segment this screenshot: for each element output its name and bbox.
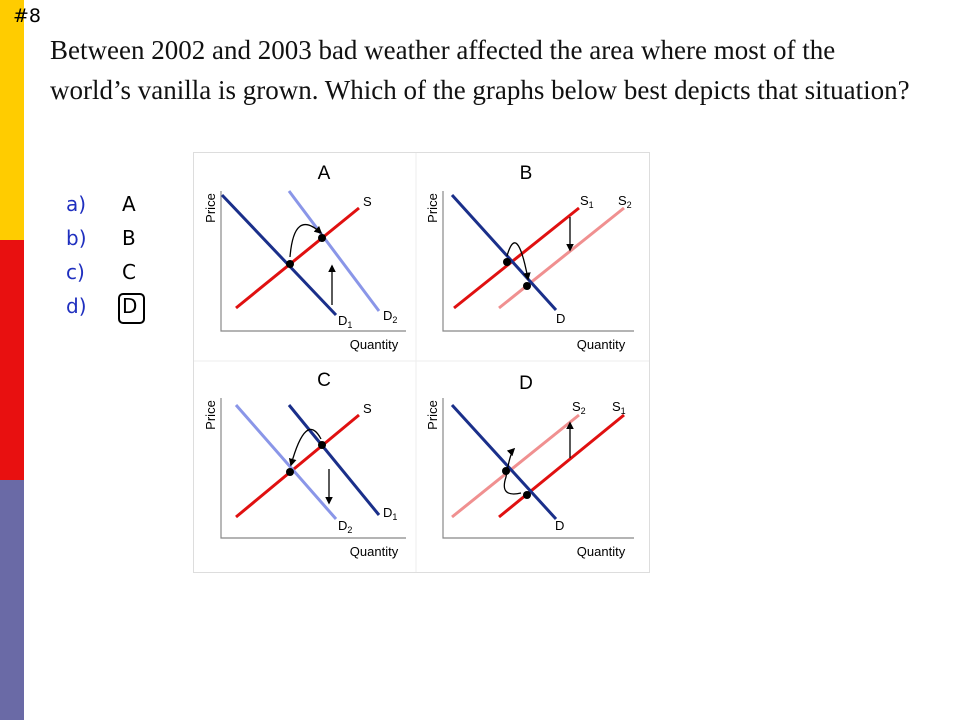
curve-label-s2: $S_2$ [572,399,586,416]
demand-curve [452,195,556,310]
y-axis-label: Price [425,400,440,430]
graphs-svg [194,153,649,572]
x-axis-label: Quantity [576,544,626,559]
graph-title: B [519,163,533,184]
curve-label-s: S [363,194,372,209]
x-axis-label: Quantity [349,544,399,559]
graph-title: A [317,163,331,184]
equilibrium-point [523,491,531,499]
curve-label-d2: $D_2$ [338,518,353,535]
demand-curve [452,405,556,519]
demand-curve-d1 [222,195,336,315]
curve-label-s2: $S_2$ [618,193,632,210]
answer-value: D [122,294,138,318]
answer-value: B [122,226,136,250]
answer-label: c) [66,260,85,284]
graph-a [203,163,406,352]
answer-value: C [122,260,136,284]
equilibrium-point [523,282,531,290]
accent-red [0,240,24,480]
axes [443,398,634,538]
axes [443,191,634,331]
equilibrium-point [503,258,511,266]
answer-value: A [122,192,136,216]
curve-label-d1: $D_1$ [383,505,398,522]
equilibrium-point [318,441,326,449]
answer-label: b) [66,226,87,250]
y-axis-label: Price [425,193,440,223]
y-axis-label: Price [203,400,218,430]
answer-label: a) [66,192,87,216]
x-axis-label: Quantity [349,337,399,352]
curve-label-s: S [363,401,372,416]
x-axis-label: Quantity [576,337,626,352]
curve-label-s1: $S_1$ [580,193,594,210]
graph-title: C [317,370,331,391]
question-text: Between 2002 and 2003 bad weather affected the area where most of the world’s vanilla is grown. Which of the graphs below best depicts that situation? [50,35,910,105]
graph-c [203,370,406,559]
equilibrium-point [286,468,294,476]
graph-d [425,373,634,559]
curve-label-d1: $D_1$ [338,313,353,330]
accent-yellow [0,0,24,240]
graph-b [425,163,634,352]
answer-label: d) [66,294,87,318]
side-accent-bar [0,0,24,720]
graphs-panel [193,152,650,573]
curve-label-s1: $S_1$ [612,399,626,416]
graph-title: D [519,373,533,394]
curve-label-d2: $D_2$ [383,308,398,325]
equilibrium-point [286,260,294,268]
curve-label-d: D [555,518,565,533]
curve-label-d: D [556,311,566,326]
equilibrium-point [318,234,326,242]
demand-curve-d2 [289,191,379,311]
slide-number: #8 [13,5,42,27]
y-axis-label: Price [203,193,218,223]
accent-purple [0,480,24,720]
demand-curve-d2 [236,405,336,519]
